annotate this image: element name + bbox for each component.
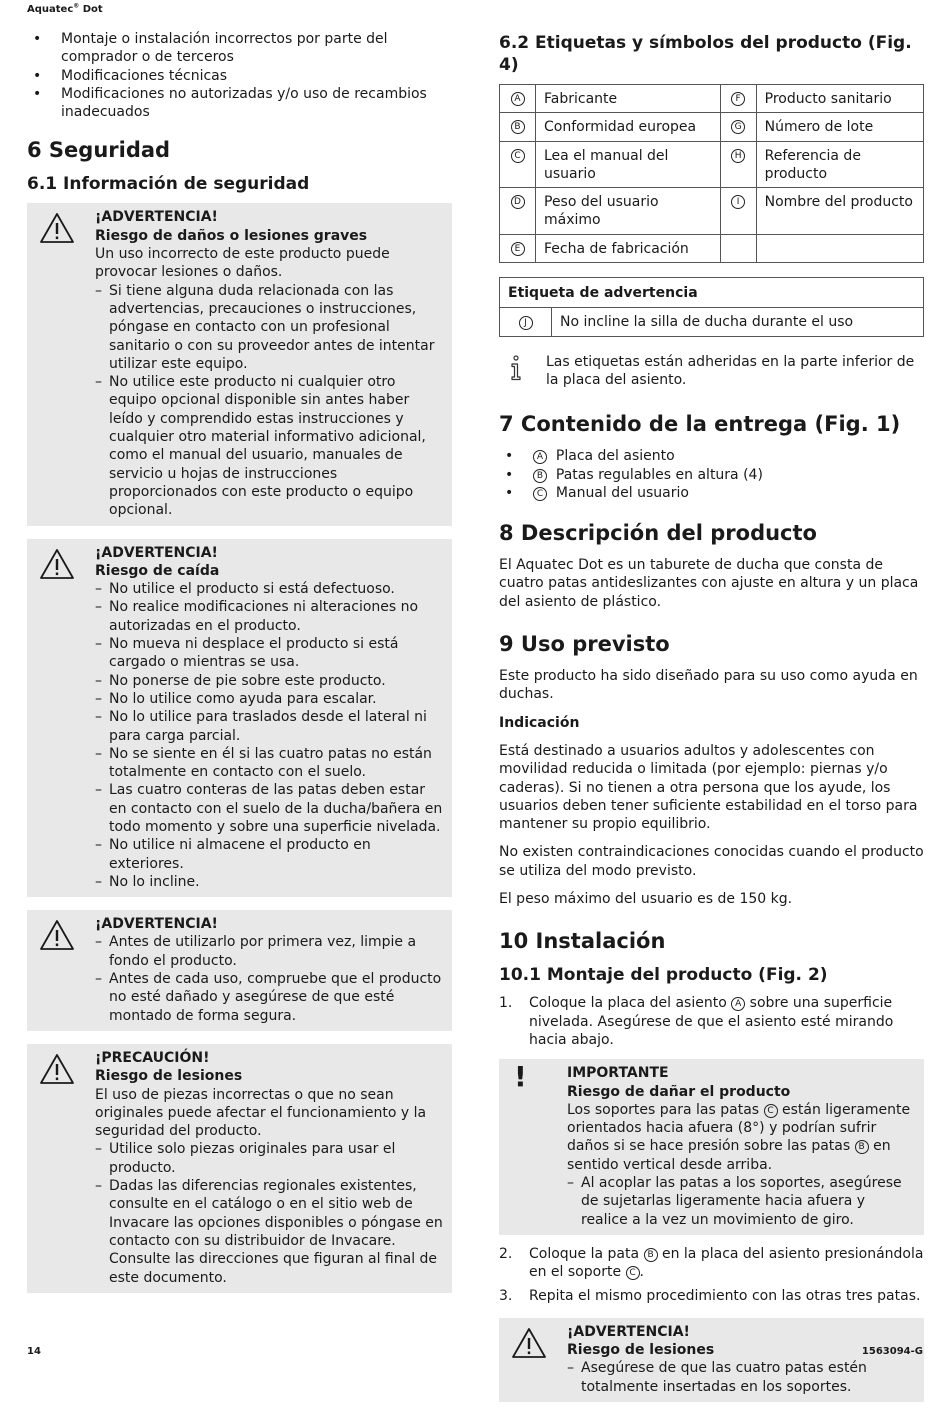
section-heading-7: 7 Contenido de la entrega (Fig. 1) — [499, 412, 901, 437]
notice-list — [95, 282, 444, 520]
notice-text: Un uso incorrecto de este producto puede provocar lesiones o daños. — [95, 246, 390, 281]
section-heading-10-1: 10.1 Montaje del producto (Fig. 2) — [499, 965, 828, 986]
list-item: – No mueva ni desplace el producto si está cargado o mientras se usa. — [95, 635, 444, 672]
letter-e-marker: E — [511, 242, 525, 256]
table-row — [500, 85, 924, 113]
notice-list — [567, 1359, 916, 1396]
notice-subtitle: Riesgo de dañar el producto — [567, 1083, 791, 1100]
letter-b-marker: B — [855, 1140, 869, 1154]
table-cell-empty — [720, 234, 756, 262]
warning-label-table — [499, 277, 924, 337]
assembly-steps — [499, 994, 924, 1049]
letter-b-marker: B — [511, 120, 525, 134]
list-item: – Dadas las diferencias regionales existentes, consulte en el catálogo o en el sitio web de Invacare las opciones disponibles o póngase en contacto con su distribuidor de Invacare. Consulte las direcciones que figuran al final de este documento. — [95, 1177, 444, 1287]
table-row — [500, 141, 924, 188]
notice-title: ¡ADVERTENCIA! — [95, 209, 218, 226]
table-header: Etiqueta de advertencia — [500, 278, 924, 308]
list-item: – Asegúrese de que las cuatro patas estén totalmente insertadas en los soportes. — [567, 1359, 916, 1396]
paragraph: Este producto ha sido diseñado para su uso como ayuda en duchas. — [499, 668, 918, 703]
document-number: 1563094-G — [861, 1346, 923, 1357]
list-item: – No se siente en él si las cuatro patas no están totalmente en contacto con el suelo. — [95, 745, 444, 782]
letter-b-marker: B — [533, 469, 547, 483]
table-cell: Lea el manual del usuario — [536, 141, 721, 188]
notice-title: ¡ADVERTENCIA! — [95, 544, 218, 561]
notice-title: ¡ADVERTENCIA! — [567, 1323, 690, 1340]
page-number: 14 — [27, 1346, 41, 1357]
letter-a-marker: A — [533, 450, 547, 464]
list-item: • B Patas regulables en altura (4) — [499, 466, 924, 484]
section-heading-6-2: 6.2 Etiquetas y símbolos del producto (Fig. 4) — [499, 33, 912, 75]
table-row — [500, 188, 924, 235]
table-cell: Fabricante — [536, 85, 721, 113]
table-cell: Número de lote — [756, 113, 923, 141]
table-cell-empty — [756, 234, 923, 262]
left-column — [27, 30, 452, 1306]
list-item: – Al acoplar las patas a los soportes, asegúrese de sujetarlas ligeramente hacia afuera y realice a la vez un movimiento de giro. — [567, 1174, 916, 1229]
table-cell: Peso del usuario máximo — [536, 188, 721, 235]
intro-bullet-list — [27, 30, 452, 121]
warning-triangle-icon — [39, 548, 75, 580]
notice-title: ¡ADVERTENCIA! — [95, 916, 218, 933]
table-cell: Referencia de producto — [756, 141, 923, 188]
warning-notice-fall-risk — [27, 539, 452, 898]
letter-d-marker: D — [511, 195, 525, 209]
section-heading-9: 9 Uso previsto — [499, 632, 670, 657]
notice-subtitle: Riesgo de caída — [95, 562, 220, 579]
delivery-contents-list — [499, 447, 924, 502]
notice-text: Los soportes para las patas C están ligeramente orientados hacia afuera (8°) y podrían sufrir daños si se hace presión sobre las patas B en sentido vertical desde arriba. — [567, 1101, 911, 1173]
caution-notice-injury — [27, 1044, 452, 1293]
table-row — [500, 308, 924, 336]
list-item: – Si tiene alguna duda relacionada con las advertencias, precauciones o instrucciones, póngase en contacto con un profesional sanitario o con su proveedor antes de intentar utilizar este equipo. — [95, 282, 444, 373]
paragraph: El peso máximo del usuario es de 150 kg. — [499, 891, 793, 908]
list-item: – No lo utilice para traslados desde el lateral ni para carga parcial. — [95, 708, 444, 745]
table-cell: No incline la silla de ducha durante el uso — [552, 308, 924, 336]
notice-title: ¡PRECAUCIÓN! — [95, 1049, 210, 1066]
notice-title: IMPORTANTE — [567, 1065, 669, 1082]
section-heading-8: 8 Descripción del producto — [499, 521, 817, 546]
letter-f-marker: F — [731, 92, 745, 106]
list-item: – No utilice este producto ni cualquier otro equipo opcional disponible sin antes haber leído y comprendido estas instrucciones y cualquier otro material informativo adicional, como el manual del usuario, manuales de servicio u hojas de instrucciones proporcionados con este producto o equipo opcional. — [95, 373, 444, 519]
notice-list — [567, 1174, 916, 1229]
notice-list — [95, 580, 444, 891]
letter-g-marker: G — [731, 120, 745, 134]
assembly-steps-continued — [499, 1245, 924, 1306]
letter-c-marker: C — [764, 1104, 778, 1118]
list-item: • Modificaciones técnicas — [27, 67, 452, 85]
list-item: – No lo incline. — [95, 873, 444, 891]
page-header: Aquatec® Dot — [27, 2, 103, 15]
list-item: – No utilice ni almacene el producto en exteriores. — [95, 836, 444, 873]
list-item: – Antes de utilizarlo por primera vez, limpie a fondo el producto. — [95, 933, 444, 970]
table-cell: Conformidad europea — [536, 113, 721, 141]
warning-triangle-icon — [39, 1053, 75, 1085]
paragraph: Está destinado a usuarios adultos y adolescentes con movilidad reducida o limitada (por ejemplo: piernas y/o caderas). Si no tienen a otra persona que los ayude, los usuarios deben tener suficiente estabilidad en el torso para mantener su propio equilibrio. — [499, 742, 918, 833]
list-item: • Modificaciones no autorizadas y/o uso de recambios inadecuados — [27, 85, 452, 122]
info-text: Las etiquetas están adheridas en la parte inferior de la placa del asiento. — [546, 353, 915, 388]
info-icon — [509, 355, 523, 381]
list-item: – No realice modificaciones ni alteraciones no autorizadas en el producto. — [95, 598, 444, 635]
table-cell: Fecha de fabricación — [536, 234, 721, 262]
step-item: 3. Repita el mismo procedimiento con las otras tres patas. — [499, 1288, 921, 1305]
list-item: – Las cuatro conteras de las patas deben estar en contacto con el suelo de la ducha/bañera en todo momento y sobre una superficie nivelada. — [95, 781, 444, 836]
paragraph: No existen contraindicaciones conocidas cuando el producto se utiliza del modo previsto. — [499, 844, 924, 879]
info-note — [499, 353, 924, 390]
letter-h-marker: H — [731, 149, 745, 163]
notice-list — [95, 1140, 444, 1286]
letter-c-marker: C — [533, 487, 547, 501]
letter-j-marker: J — [519, 316, 533, 330]
paragraph: El Aquatec Dot es un taburete de ducha que consta de cuatro patas antideslizantes con ajuste en altura y un placa del asiento de plástico. — [499, 557, 919, 610]
notice-subtitle: Riesgo de lesiones — [95, 1068, 243, 1085]
letter-b-marker: B — [644, 1248, 658, 1262]
letter-a-marker: A — [511, 92, 525, 106]
table-cell: Nombre del producto — [756, 188, 923, 235]
table-cell: Producto sanitario — [756, 85, 923, 113]
section-heading-6: 6 Seguridad — [27, 138, 171, 163]
warning-notice-legs-inserted — [499, 1318, 924, 1402]
letter-i-marker: I — [731, 195, 745, 209]
table-row — [500, 234, 924, 262]
list-item: • A Placa del asiento — [499, 447, 924, 465]
important-notice — [499, 1059, 924, 1235]
letter-c-marker: C — [626, 1266, 640, 1280]
list-item: • C Manual del usuario — [499, 484, 924, 502]
warning-triangle-icon — [511, 1327, 547, 1359]
list-item: – No ponerse de pie sobre este producto. — [95, 672, 444, 690]
section-heading-10: 10 Instalación — [499, 929, 666, 954]
warning-notice-cleaning — [27, 910, 452, 1031]
list-item: – Utilice solo piezas originales para usar el producto. — [95, 1140, 444, 1177]
list-item: • Montaje o instalación incorrectos por parte del comprador o de terceros — [27, 30, 452, 67]
letter-c-marker: C — [511, 149, 525, 163]
exclamation-icon: ! — [514, 1060, 527, 1094]
right-column — [499, 30, 924, 1415]
warning-triangle-icon — [39, 212, 75, 244]
warning-triangle-icon — [39, 919, 75, 951]
table-row — [500, 113, 924, 141]
notice-text: El uso de piezas incorrectas o que no sean originales puede afectar el funcionamiento y la seguridad del producto. — [95, 1086, 427, 1140]
notice-subtitle: Riesgo de daños o lesiones graves — [95, 227, 368, 244]
list-item: – No utilice el producto si está defectuoso. — [95, 580, 444, 598]
indication-label: Indicación — [499, 714, 580, 731]
warning-notice-serious-damage — [27, 203, 452, 525]
notice-list — [95, 933, 444, 1024]
step-item: 2. Coloque la pata B en la placa del asiento presionándola en el soporte C . — [499, 1245, 924, 1281]
list-item: – Antes de cada uso, compruebe que el producto no esté dañado y asegúrese de que esté montado de forma segura. — [95, 970, 444, 1025]
section-heading-6-1: 6.1 Información de seguridad — [27, 174, 310, 195]
symbols-table — [499, 84, 924, 263]
letter-a-marker: A — [731, 997, 745, 1011]
notice-subtitle: Riesgo de lesiones — [567, 1342, 715, 1359]
list-item: – No lo utilice como ayuda para escalar. — [95, 690, 444, 708]
step-item: 1. Coloque la placa del asiento A sobre una superficie nivelada. Asegúrese de que el asiento esté mirando hacia abajo. — [499, 995, 894, 1048]
